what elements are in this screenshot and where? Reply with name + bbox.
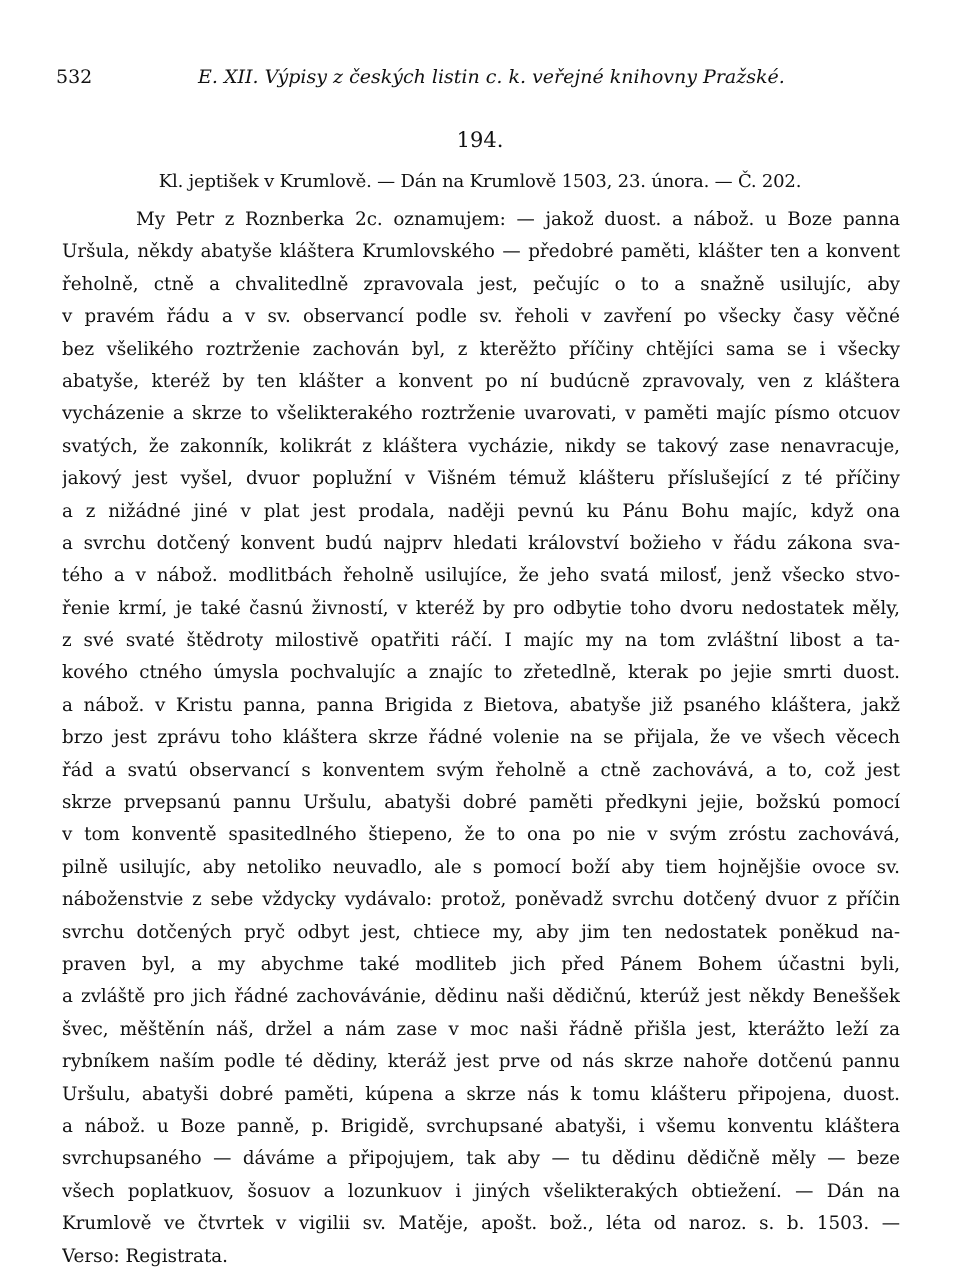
text-line: svrchupsaného — dáváme a připojujem, tak aby — tu dědinu dědičně měly — beze <box>62 1148 900 1170</box>
document-number: 194. <box>456 128 504 152</box>
text-line: řeholně, ctně a chvalitedlně zpravovala jest, pečujíc o to a snažně usilujíc, aby <box>62 273 900 295</box>
text-line: skrze prvepsanú pannu Uršulu, abatyši dobré paměti předkyni jejie, božskú pomocí <box>62 792 900 814</box>
running-header-title: E. XII. Výpisy z českých listin c. k. veřejné knihovny Pražské. <box>198 66 785 88</box>
text-line: a svrchu dotčený konvent budú najprv hledati království božieho v řádu zákona sva- <box>62 532 900 554</box>
text-line: jakový jest vyšel, dvuor poplužní v Višném témuž klášteru příslušející z té příčiny <box>62 468 900 490</box>
text-line: svrchu dotčených pryč odbyt jest, chtiece my, aby jim ten nedostatek poněkud na- <box>62 921 900 943</box>
text-line: pilně usilujíc, aby netoliko neuvadlo, ale s pomocí boží aby tiem hojnějšie ovoce sv. <box>62 856 900 878</box>
text-line: a nábož. u Boze panně, p. Brigidě, svrchupsané abatyši, i všemu konventu kláštera <box>62 1115 900 1137</box>
text-line: svatých, že zakonník, kolikrát z kláštera vycházie, nikdy se takový zase nenavracuje, <box>62 435 900 457</box>
text-line: z své svaté štědroty milostivě opatřiti ráčí. I majíc my na tom zvláštní libost a ta- <box>62 630 900 652</box>
text-line: abatyše, kteréž by ten klášter a konvent po ní budúcně zpravovaly, ven z kláštera <box>62 370 900 392</box>
text-line: a zvláště pro jich řádné zachovávánie, dědinu naši dědičnú, kterúž jest někdy Beneššek <box>62 986 900 1008</box>
text-line: Verso: Registrata. <box>62 1245 228 1267</box>
document-heading: Kl. jeptišek v Krumlově. — Dán na Krumlově 1503, 23. února. — Č. 202. <box>158 171 802 192</box>
text-line: všech poplatkuov, šosuov a lozunkuov i jiných všelikterakých obtiežení. — Dán na <box>62 1180 900 1202</box>
running-header <box>56 66 906 94</box>
text-line: tého a v nábož. modlitbách řeholně usilujíce, že jeho svatá milosť, jenž všecko stvo- <box>62 565 900 587</box>
text-line: vycházenie a skrze to všelikterakého roztrženie uvarovati, v paměti majíc písmo otcuov <box>62 403 900 425</box>
text-line: řenie krmí, je také časnú živností, v kteréž by pro odbytie toho dvoru nedostatek měly, <box>62 597 900 619</box>
page-number: 532 <box>56 66 93 88</box>
text-line: Uršulu, abatyši dobré paměti, kúpena a skrze nás k tomu klášteru připojena, duost. <box>62 1083 900 1105</box>
text-line: kového ctného úmysla pochvalujíc a znajíc to zřetedlně, kterak po jejie smrti duost. <box>62 662 900 684</box>
text-line: řád a svatú observancí s konventem svým řeholně a ctně zachovává, a to, což jest <box>62 759 900 781</box>
text-line: praven byl, a my abychme také modliteb jich před Pánem Bohem účastni byli, <box>62 953 900 975</box>
text-line: bez všelikého roztrženie zachován byl, z kterěžto příčiny chtějíci sama se i všecky <box>62 338 900 360</box>
document-body <box>62 204 900 1273</box>
text-line: náboženstvie z sebe vždycky vydávalo: protož, poněvadž svrchu dotčený dvuor z příčin <box>62 889 900 911</box>
text-line: švec, měštěnín náš, držel a nám zase v moc naši řádně přišla jest, kterážto leží za <box>62 1018 900 1040</box>
text-line: Krumlově ve čtvrtek v vigilii sv. Matěje, apošt. bož., léta od naroz. s. b. 1503. — <box>62 1213 900 1235</box>
text-line: a z nižádné jiné v plat jest prodala, naději pevnú ku Pánu Bohu majíc, když ona <box>62 500 900 522</box>
text-line: a nábož. v Kristu panna, panna Brigida z Bietova, abatyše již psaného kláštera, jakž <box>62 694 900 716</box>
text-line: v tom konventě spasitedlného štiepeno, že to ona po nie v svým zróstu zachovává, <box>62 824 900 846</box>
text-line: v pravém řádu a v sv. observancí podle sv. řeholi v zavření po všecky časy věčné <box>62 306 900 328</box>
text-line: rybníkem naším podle té dědiny, kteráž jest prve od nás skrze nahoře dotčenú pannu <box>62 1051 900 1073</box>
text-line: Uršula, někdy abatyše kláštera Krumlovského — předobré paměti, klášter ten a konvent <box>62 241 900 263</box>
text-line: brzo jest zprávu toho kláštera skrze řádné volenie na se přijala, že ve všech věcech <box>62 727 900 749</box>
text-line: My Petr z Roznberka 2c. oznamujem: — jakož duost. a nábož. u Boze panna <box>136 209 900 230</box>
